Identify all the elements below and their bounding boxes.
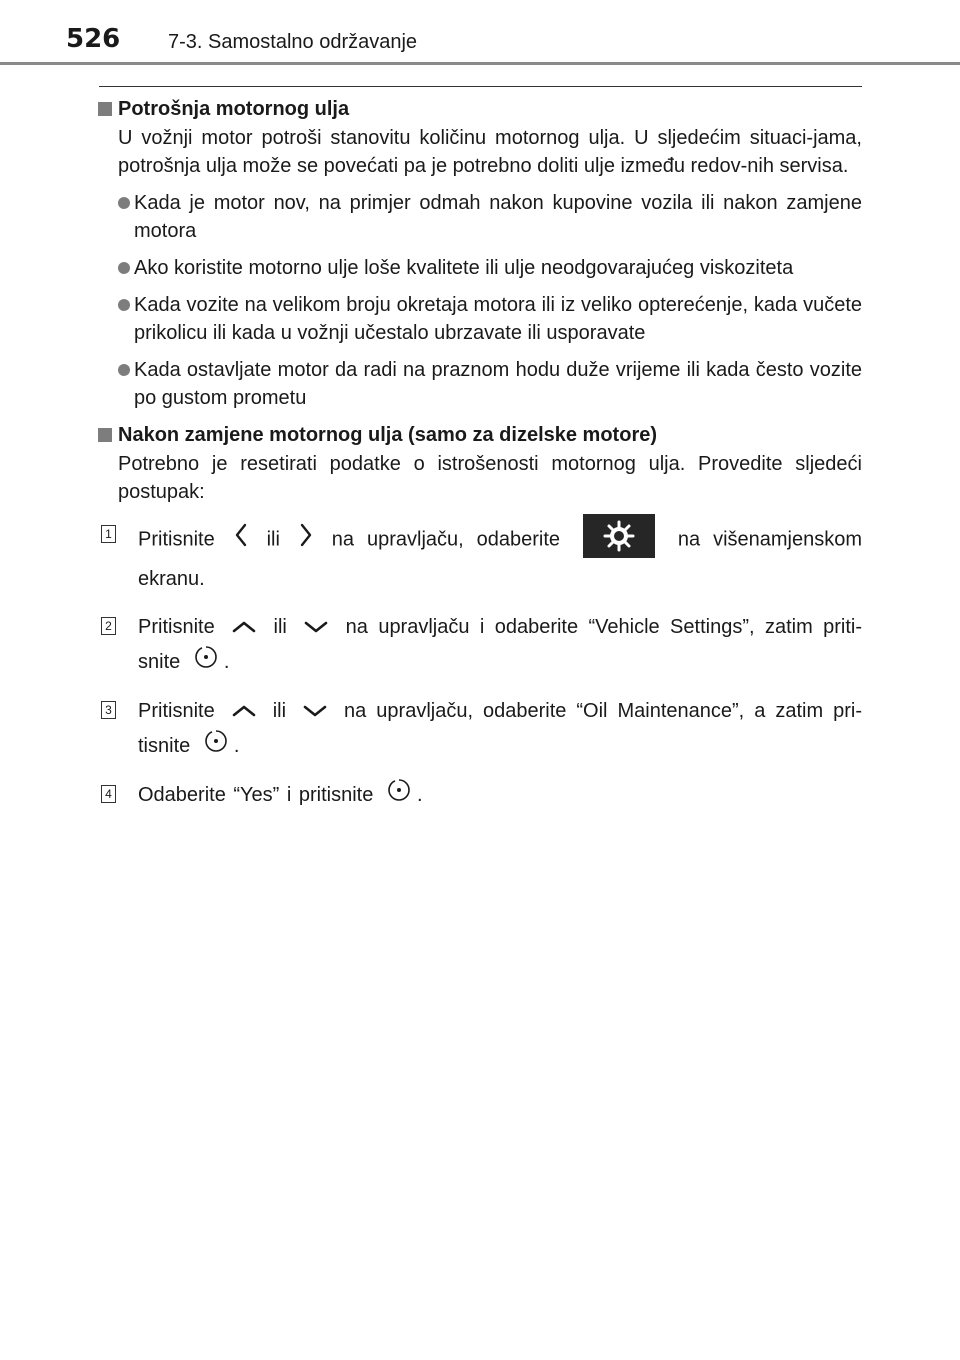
step-text-part: Pritisnite xyxy=(138,528,215,551)
step-number: 3 xyxy=(101,701,116,719)
chapter-title: 7-3. Samostalno održavanje xyxy=(168,31,418,53)
step-number: 2 xyxy=(101,617,116,635)
enter-button-icon xyxy=(194,645,218,680)
steps-list xyxy=(98,518,862,813)
step-item xyxy=(98,694,862,764)
header-divider xyxy=(0,62,960,65)
enter-button-icon xyxy=(204,729,228,764)
step-text-part: na upravljaču, odaberite xyxy=(331,528,561,551)
section-paragraph: U vožnji motor potroši stanovitu količinu motornog ulja. U sljedećim situaci-jama, potrošnja ulja može se povećati pa je potrebno doliti ulje između redov-nih servisa. xyxy=(118,127,862,177)
step-text-part: na upravljaču, odaberite “Oil Maintenance”, a zatim pri-tisnite xyxy=(138,699,862,757)
section-divider xyxy=(99,86,862,87)
list-item xyxy=(98,254,862,282)
step-text-part: na višenamjenskom ekranu. xyxy=(138,528,863,590)
enter-button-icon xyxy=(387,778,411,813)
step-item xyxy=(98,518,862,596)
step-item xyxy=(98,778,862,813)
section-heading xyxy=(98,421,862,449)
step-text-part: . xyxy=(223,650,230,673)
section-paragraph: Potrebno je resetirati podatke o istrošenosti motornog ulja. Provedite sljedeći postupak: xyxy=(118,453,862,503)
step-text xyxy=(138,778,862,813)
step-text-part: Pritisnite xyxy=(138,699,215,722)
step-text xyxy=(138,610,862,680)
list-item-text: Kada vozite na velikom broju okretaja motora ili iz veliko opterećenje, kada vučete prikolicu ili kada u vožnji učestalo ubrzavate ili usporavate xyxy=(134,294,862,344)
bullet-dot-icon xyxy=(118,262,130,274)
chevron-left-icon xyxy=(234,523,248,558)
step-text-part: . xyxy=(416,783,423,806)
list-item xyxy=(98,291,862,347)
chevron-down-icon xyxy=(303,611,329,645)
list-item-text: Kada ostavljate motor da radi na praznom hodu duže vrijeme ili kada često vozite po gustom prometu xyxy=(134,359,862,409)
chevron-up-icon xyxy=(231,611,257,645)
page-number: 526 xyxy=(66,24,121,54)
step-item xyxy=(98,610,862,680)
step-text-part: ili xyxy=(266,528,280,551)
square-bullet-icon xyxy=(98,428,112,442)
bullet-dot-icon xyxy=(118,364,130,376)
step-text-part: Pritisnite xyxy=(138,616,215,638)
step-number: 1 xyxy=(101,525,116,543)
bullet-dot-icon xyxy=(118,299,130,311)
step-text-part: . xyxy=(233,734,240,757)
page-header xyxy=(0,0,960,64)
section-heading xyxy=(98,95,862,123)
bullet-dot-icon xyxy=(118,197,130,209)
step-text xyxy=(138,518,862,596)
page-content xyxy=(98,95,862,827)
list-item-text: Kada je motor nov, na primjer odmah nakon kupovine vozila ili nakon zamjene motora xyxy=(134,192,862,242)
chevron-down-icon xyxy=(302,695,328,729)
step-text-part: na upravljaču i odaberite “Vehicle Settings”, zatim priti-snite xyxy=(138,616,863,673)
chevron-up-icon xyxy=(231,695,257,729)
section-title: Potrošnja motornog ulja xyxy=(118,98,350,120)
step-number: 4 xyxy=(101,785,116,803)
section-title: Nakon zamjene motornog ulja (samo za dizelske motore) xyxy=(118,424,658,446)
square-bullet-icon xyxy=(98,102,112,116)
step-text-part: ili xyxy=(272,699,287,722)
list-item-text: Ako koristite motorno ulje loše kvalitete ili ulje neodgovarajućeg viskoziteta xyxy=(134,257,794,279)
gear-icon xyxy=(583,514,655,558)
step-text-part: ili xyxy=(273,616,287,638)
list-item xyxy=(98,189,862,245)
step-text xyxy=(138,694,862,764)
list-item xyxy=(98,356,862,412)
chevron-right-icon xyxy=(299,523,313,558)
step-text-part: Odaberite “Yes” i pritisnite xyxy=(138,783,374,806)
